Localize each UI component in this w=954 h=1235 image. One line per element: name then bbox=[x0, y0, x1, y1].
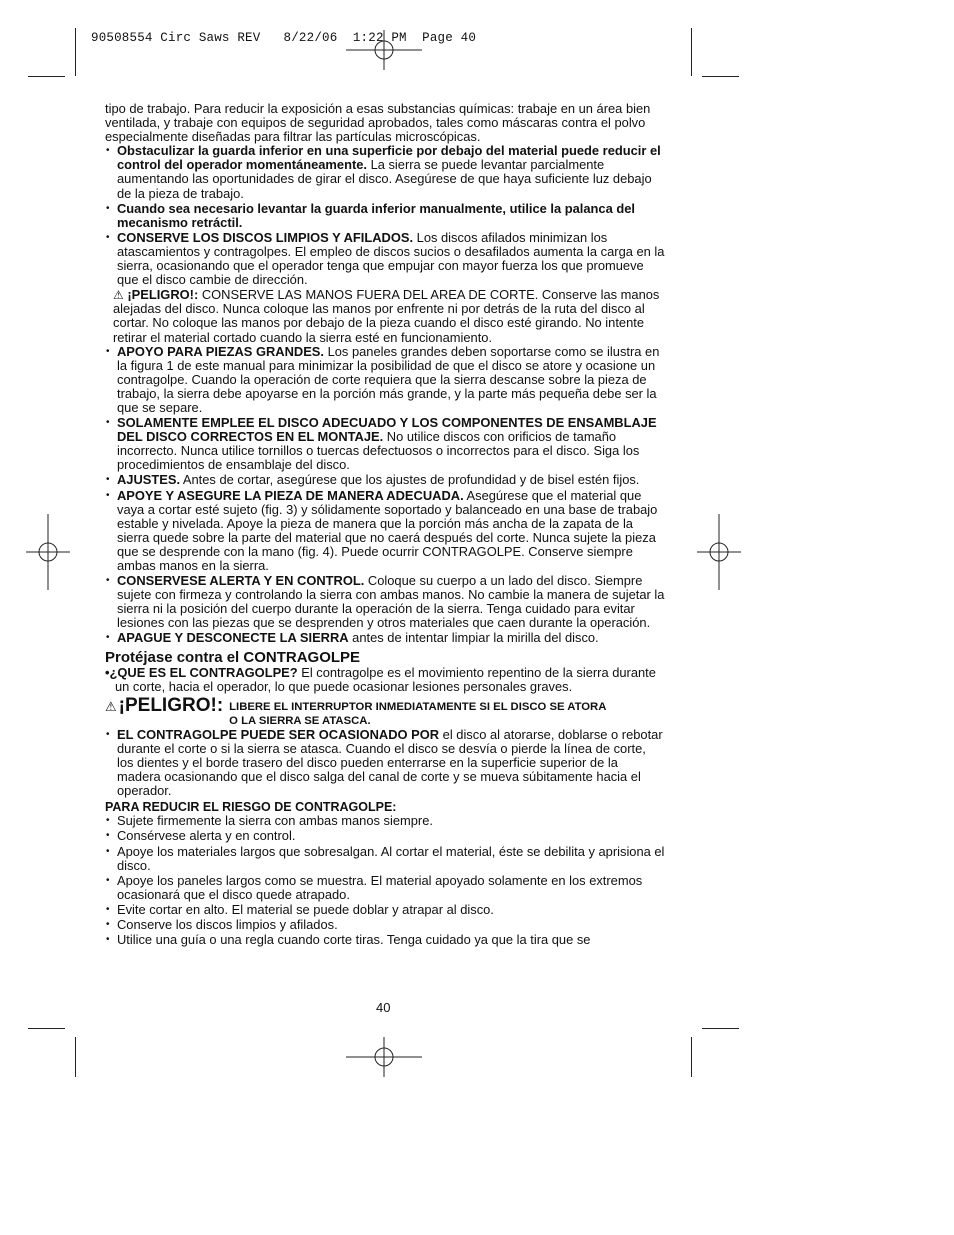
registration-mark bbox=[26, 514, 70, 590]
list-item: • Apoye los materiales largos que sobresalgan. Al cortar el material, éste se debilita y aprisiona el disco. bbox=[105, 845, 665, 873]
crop-mark bbox=[702, 76, 739, 77]
list-item: • APOYO PARA PIEZAS GRANDES. Los paneles grandes deben soportarse como se ilustra en la figura 1 de este manual para minimizar la posibilidad de que el disco se atore y ocasione un contragolpe. Cuando la operación de corte requiera que la sierra descanse sobre la pieza de trabajo, la sierra debe apoyarse en la porción más grande, y la parte más pequeña debe ser la que se separe. bbox=[105, 345, 665, 415]
registration-mark bbox=[697, 514, 741, 590]
list-item: • Cuando sea necesario levantar la guarda inferior manualmente, utilice la palanca del mecanismo retráctil. bbox=[105, 202, 665, 230]
warning-triangle-icon: ⚠ bbox=[113, 288, 124, 303]
page-number: 40 bbox=[376, 1000, 391, 1015]
list-item: • CONSERVE LOS DISCOS LIMPIOS Y AFILADOS. Los discos afilados minimizan los atascamientos y contragolpes. El empleo de discos sucios o desafilados aumenta la carga en la sierra, ocasionando que el operador tenga que empujar con mayor fuerza los que promueve que el disco cambie de dirección. bbox=[105, 231, 665, 287]
list-item: • Conserve los discos limpios y afilados. bbox=[105, 918, 665, 932]
intro-paragraph: tipo de trabajo. Para reducir la exposición a esas substancias químicas: trabaje en un área bien ventilada, y trabaje con equipos de seguridad aprobados, tales como máscaras contra el polvo especialmente diseñadas para filtrar las partículas microscópicas. bbox=[105, 101, 651, 145]
list-item: • APOYE Y ASEGURE LA PIEZA DE MANERA ADECUADA. Asegúrese que el material que vaya a cortar esté sujeto (fig. 3) y sólidamente soportado y balanceado en una base de trabajo estable y nivelada. Apoye la pieza de manera que la porción más ancha de la zapata de la sierra quede sobre la parte del material que no caerá después del corte. Nunca sujete la pieza que se desprende con la mano (fig. 4). Puede ocurrir CONTRAGOLPE. Conserve siempre ambas manos en la sierra. bbox=[105, 489, 665, 574]
list-item: • Obstaculizar la guarda inferior en una superficie por debajo del material puede reducir el control del operador momentáneamente. La sierra se puede levantar parcialmente aumentando las oportunidades de girar el disco. Asegúrese de que haya suficiente luz debajo de la pieza de trabajo. bbox=[105, 144, 665, 200]
safety-list-1 bbox=[105, 144, 665, 287]
print-slug-header: 90508554 Circ Saws REV 8/22/06 1:22 PM Page 40 bbox=[91, 31, 477, 45]
crop-mark bbox=[75, 28, 76, 76]
crop-mark bbox=[75, 1037, 76, 1077]
list-item: • Apoye los paneles largos como se muestra. El material apoyado solamente en los extremos ocasionará que el disco quede atrapado. bbox=[105, 874, 665, 902]
list-item: • Consérvese alerta y en control. bbox=[105, 829, 665, 843]
danger-label: ¡PELIGRO!: bbox=[118, 694, 224, 716]
list-item: • CONSERVESE ALERTA Y EN CONTROL. Coloque su cuerpo a un lado del disco. Siempre sujete con firmeza y controlando la sierra con ambas manos. No cambie la manera de sujetar la sierra ni la posición del cuerpo durante la operación de la sierra. Tenga cuidado para evitar lesiones con las piezas que se desprenden y otros materiales que caen durante la operación. bbox=[105, 574, 665, 630]
crop-mark bbox=[691, 1037, 692, 1077]
danger-text: LIBERE EL INTERRUPTOR INMEDIATAMENTE SI EL DISCO SE ATORA O LA SIERRA SE ATASCA. bbox=[229, 700, 607, 727]
section-title: Protéjase contra el CONTRAGOLPE bbox=[105, 648, 361, 666]
list-item: • AJUSTES. Antes de cortar, asegúrese que los ajustes de profundidad y de bisel estén fijos. bbox=[105, 473, 665, 487]
page-content bbox=[105, 102, 665, 948]
reduce-risk-list bbox=[105, 814, 665, 947]
list-item: • APAGUE Y DESCONECTE LA SIERRA antes de intentar limpiar la mirilla del disco. bbox=[105, 631, 665, 645]
reduce-risk-heading: PARA REDUCIR EL RIESGO DE CONTRAGOLPE: bbox=[105, 800, 397, 815]
safety-list-2 bbox=[105, 345, 665, 646]
list-item: • EL CONTRAGOLPE PUEDE SER OCASIONADO POR el disco al atorarse, doblarse o rebotar durante el corte o si la sierra se atasca. Cuando el disco se desvía o pierde la línea de corte, los dientes y el borde trasero del disco pueden enterrarse en la superficie superior de la madera ocasionando que el disco salga del canal de corte y se mueva súbitamente hacia el operador. bbox=[105, 728, 665, 798]
list-item: • SOLAMENTE EMPLEE EL DISCO ADECUADO Y LOS COMPONENTES DE ENSAMBLAJE DEL DISCO CORRECTOS EN EL MONTAJE. No utilice discos con orificios de tamaño incorrecto. Nunca utilice tornillos o tuercas defectuosos o incorrectos para el disco. Siga los procedimientos de ensamblaje del disco. bbox=[105, 416, 665, 472]
crop-mark bbox=[28, 1028, 65, 1029]
danger-notice-hands: ⚠ ¡PELIGRO!: CONSERVE LAS MANOS FUERA DEL AREA DE CORTE. Conserve las manos alejadas del disco. Nunca coloque las manos por enfrente ni por detrás de la ruta del disco al cortar. No coloque las manos por debajo de la pieza cuando el disco esté girando. No intente retirar el material cortado cuando la sierra esté en funcionamiento. bbox=[113, 287, 660, 345]
crop-mark bbox=[691, 28, 692, 76]
list-item: • Evite cortar en alto. El material se puede doblar y atrapar al disco. bbox=[105, 903, 665, 917]
warning-triangle-icon: ⚠ bbox=[105, 698, 117, 714]
kickback-causes-list bbox=[105, 728, 665, 798]
crop-mark bbox=[28, 76, 65, 77]
crop-mark bbox=[702, 1028, 739, 1029]
list-item: • Utilice una guía o una regla cuando corte tiras. Tenga cuidado ya que la tira que se bbox=[105, 933, 665, 947]
list-item: • Sujete firmemente la sierra con ambas manos siempre. bbox=[105, 814, 665, 828]
registration-mark bbox=[346, 1037, 422, 1077]
danger-notice-kickback bbox=[105, 696, 665, 728]
kickback-definition: •¿QUE ES EL CONTRAGOLPE? El contragolpe es el movimiento repentino de la sierra durante un corte, hacia el operador, lo que puede ocasionar lesiones personales graves. bbox=[105, 664, 656, 694]
